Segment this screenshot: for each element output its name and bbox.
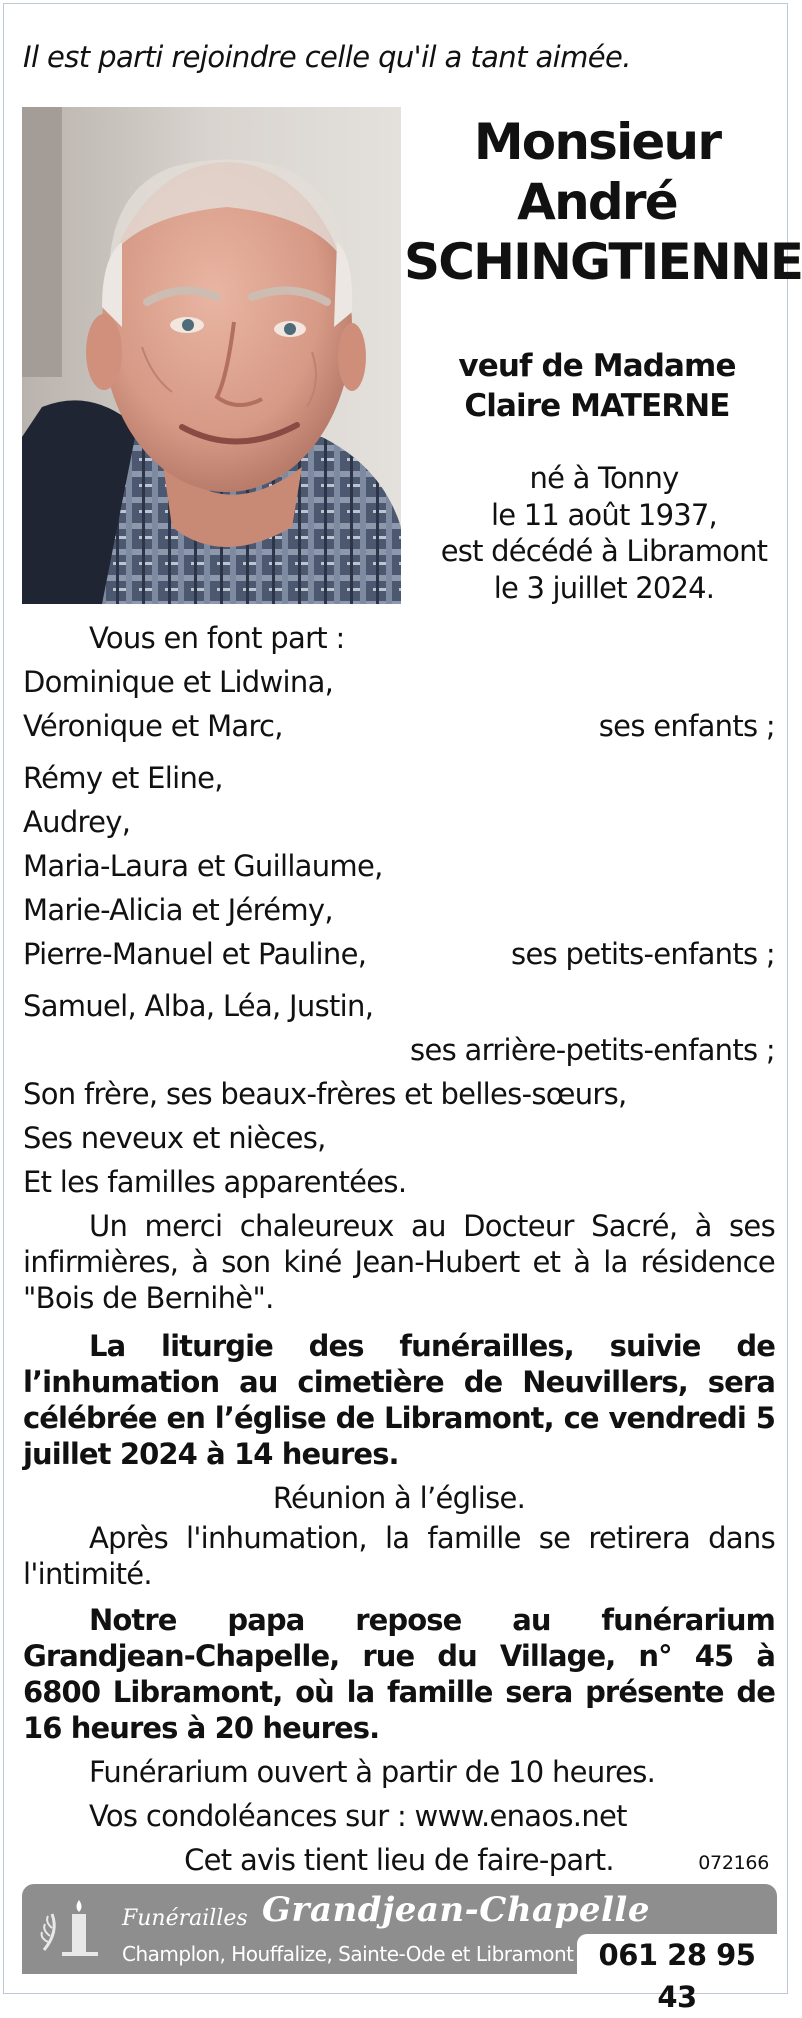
open-hours-line: Funérarium ouvert à partir de 10 heures. xyxy=(89,1755,656,1789)
child-name: Véronique et Marc, xyxy=(23,709,283,743)
birth-death-info xyxy=(414,460,794,606)
liturgy-paragraph: La liturgie des funérailles, suivie de l’inhumation au cimetière de Neuvillers, sera célébrée en l’église de Libramont, ce vendredi 5 juillet 2024 à 14 heures. xyxy=(23,1329,775,1471)
relation-great-grandchildren: ses arrière-petits-enfants ; xyxy=(410,1033,775,1067)
child-row xyxy=(23,704,775,748)
meeting-line: Réunion à l’église. xyxy=(272,1481,526,1515)
grandchild-name: Maria-Laura et Guillaume, xyxy=(23,849,383,883)
spouse-info xyxy=(404,346,790,426)
intimacy-paragraph: Après l'inhumation, la famille se retirera dans l'intimité. xyxy=(23,1521,775,1591)
family-line: Son frère, ses beaux-frères et belles-sœurs, xyxy=(23,1077,627,1111)
grandchild-name: Rémy et Eline, xyxy=(23,761,223,795)
relation-grandchildren: ses petits-enfants ; xyxy=(511,937,775,971)
title: Monsieur xyxy=(473,113,721,171)
great-grandchild-row xyxy=(23,1028,775,1072)
deceased-name xyxy=(404,112,802,292)
thanks-paragraph: Un merci chaleureux au Docteur Sacré, à ses infirmières, à son kiné Jean-Hubert et à la résidence "Bois de Bernihè". xyxy=(23,1209,775,1315)
candle-logo-icon xyxy=(34,1892,108,1966)
birth-place: né à Tonny xyxy=(529,461,679,495)
child-name: Dominique et Lidwina, xyxy=(23,665,334,699)
death-date: le 3 juillet 2024. xyxy=(493,570,715,605)
condolences-line: Vos condoléances sur : www.enaos.net xyxy=(89,1799,627,1833)
brand-name: Grandjean-Chapelle xyxy=(262,1890,650,1930)
birth-date: le 11 août 1937, xyxy=(491,497,717,532)
brand-locations: Champlon, Houffalize, Sainte-Ode et Libramont xyxy=(122,1942,574,1966)
death-place: est décédé à Libramont xyxy=(440,534,768,568)
epitaph-quote: Il est parti rejoindre celle qu'il a tant aimée. xyxy=(23,40,631,74)
notice-body xyxy=(23,616,775,1882)
last-name: SCHINGTIENNE xyxy=(404,233,802,291)
announce-line: Vous en font part : xyxy=(89,621,345,655)
grandchild-name: Marie-Alicia et Jérémy, xyxy=(23,893,333,927)
grandchild-row xyxy=(23,932,775,976)
spouse-line-1: veuf de Madame xyxy=(458,348,736,384)
funeral-home-banner xyxy=(22,1884,777,2014)
family-line: Ses neveux et nièces, xyxy=(23,1121,326,1155)
repose-paragraph: Notre papa repose au funérarium Grandjean-Chapelle, rue du Village, n° 45 à 6800 Libramont, où la famille sera présente de 16 heures à 20 heures. xyxy=(23,1603,775,1745)
great-grandchild-name: Samuel, Alba, Léa, Justin, xyxy=(23,989,374,1023)
family-line: Et les familles apparentées. xyxy=(23,1165,407,1199)
notice-line: Cet avis tient lieu de faire-part. xyxy=(184,1843,614,1877)
obituary-notice xyxy=(3,3,802,2014)
portrait-photo xyxy=(22,107,401,604)
phone-number: 061 28 95 43 xyxy=(577,1934,777,1974)
grandchild-name: Pierre-Manuel et Pauline, xyxy=(23,937,367,971)
first-name: André xyxy=(517,173,677,231)
relation-children: ses enfants ; xyxy=(598,709,775,743)
reference-number: 072166 xyxy=(698,1852,769,1874)
brand-prefix: Funérailles xyxy=(122,1906,248,1931)
spouse-line-2: Claire MATERNE xyxy=(464,388,730,424)
grandchild-name: Audrey, xyxy=(23,805,131,839)
